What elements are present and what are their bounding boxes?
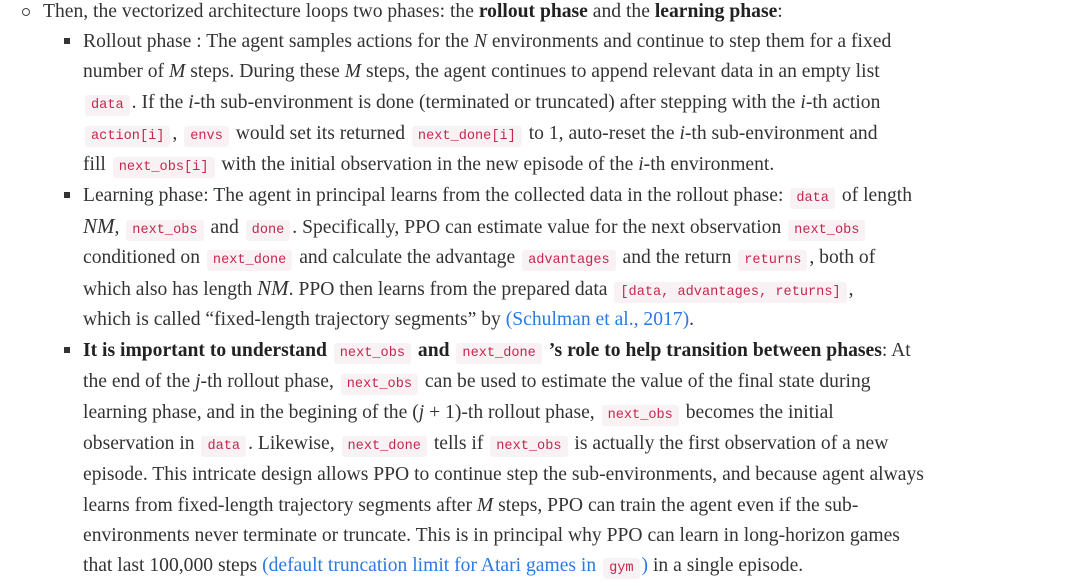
text: and calculate the advantage	[294, 247, 521, 268]
text: ,	[172, 123, 183, 144]
text: can be used to estimate the value of the final state during	[420, 371, 871, 392]
math-var: j	[195, 371, 201, 392]
text: episode. This intricate design allows PPO to continue step the sub-environments, and because agent always	[83, 464, 924, 485]
rollout-line-5	[83, 149, 774, 180]
text: with the initial observation in the new episode of the	[216, 154, 639, 175]
rollout-line-1	[83, 26, 891, 57]
text: , both of	[809, 247, 876, 268]
math-var: NM	[83, 214, 115, 238]
learning-line-1	[83, 180, 912, 211]
text: steps. During these	[185, 61, 345, 82]
inline-code: next_done	[207, 250, 292, 271]
inline-code: [data, advantages, returns]	[614, 282, 846, 303]
important-line-7	[83, 520, 900, 551]
square-bullet-icon	[64, 347, 70, 353]
text: of length	[836, 185, 913, 206]
inline-code: next_obs	[490, 436, 567, 457]
text: is actually the first observation of a new	[569, 433, 889, 454]
text: ,	[114, 217, 125, 238]
math-var: i	[638, 154, 644, 175]
text: -th action	[805, 92, 881, 113]
inline-code: data	[201, 436, 246, 457]
inline-code: next_obs	[341, 374, 418, 395]
text: -th rollout phase,	[461, 402, 600, 423]
text: . PPO then learns from the prepared data	[288, 279, 613, 300]
text: the end of the	[83, 371, 196, 392]
text: conditioned on	[83, 247, 205, 268]
math-expr: (	[412, 402, 419, 423]
text: environments and continue to step them for a fixed	[486, 31, 892, 52]
text: in a single episode.	[648, 555, 804, 576]
text: that last 100,000 steps	[83, 555, 263, 576]
rollout-line-4	[83, 118, 878, 149]
bold-text: It is important to understand	[83, 340, 332, 361]
text: ,	[848, 279, 854, 300]
text: environments never terminate or truncate. This is in principal why PPO can learn in long-horizon games	[83, 525, 900, 546]
bold-text-rollout-phase: rollout phase	[478, 1, 588, 22]
circle-bullet-icon	[22, 8, 30, 16]
inline-code: done	[246, 220, 291, 241]
inline-code: next_obs	[334, 343, 411, 364]
text: -th sub-environment is done (terminated or truncated) after stepping with the	[193, 92, 801, 113]
inline-code: envs	[184, 126, 229, 147]
text: Rollout phase : The agent samples actions for the	[83, 31, 474, 52]
citation-link[interactable]: (Schulman et al., 2017)	[505, 309, 690, 330]
math-var: j	[418, 402, 425, 423]
inline-code: next_done	[456, 343, 541, 364]
inline-code: next_obs	[126, 220, 203, 241]
text: :	[777, 1, 783, 22]
inline-code: data	[790, 188, 835, 209]
bold-text: ’s role to help transition between phases	[543, 340, 882, 361]
math-var: i	[679, 123, 685, 144]
inline-code: next_obs[i]	[113, 157, 215, 178]
text: would set its returned	[230, 123, 410, 144]
inline-code: advantages	[522, 250, 616, 271]
inline-code: next_obs	[602, 405, 679, 426]
important-line-5	[83, 459, 924, 490]
bold-text-learning-phase: learning phase	[654, 1, 778, 22]
square-bullet-icon	[64, 192, 70, 198]
math-var: M	[344, 61, 362, 82]
text: becomes the initial	[680, 402, 834, 423]
important-line-3	[83, 397, 834, 428]
important-line-1	[83, 335, 911, 366]
square-bullet-icon	[64, 38, 70, 44]
inline-code: action[i]	[85, 126, 170, 147]
text: : At	[881, 340, 911, 361]
text: and the return	[617, 247, 737, 268]
text: . Likewise,	[248, 433, 340, 454]
text: steps, the agent continues to append relevant data in an empty list	[361, 61, 880, 82]
text: -th sub-environment and	[684, 123, 878, 144]
text: steps, PPO can train the agent even if the sub-	[493, 495, 859, 516]
text: -th environment.	[643, 154, 775, 175]
important-line-6	[83, 490, 858, 521]
rollout-line-2	[83, 56, 880, 87]
truncation-limit-link-close[interactable]: )	[641, 555, 649, 576]
math-var: N	[473, 31, 487, 52]
important-line-4	[83, 428, 888, 459]
text: . Specifically, PPO can estimate value for the next observation	[292, 217, 787, 238]
truncation-limit-link[interactable]: (default truncation limit for Atari games in	[262, 555, 602, 576]
inline-code: next_done	[342, 436, 427, 457]
learning-line-5	[83, 304, 694, 335]
text: observation in	[83, 433, 200, 454]
important-line-8	[83, 550, 803, 581]
text: Learning phase: The agent in principal learns from the collected data in the rollout phase:	[83, 185, 789, 206]
text: which also has length	[83, 279, 258, 300]
text: Then, the vectorized architecture loops two phases: the	[43, 1, 479, 22]
math-var: i	[188, 92, 194, 113]
learning-line-3	[83, 242, 875, 273]
math-var: NM	[257, 276, 289, 300]
inline-code: gym	[603, 558, 639, 579]
text: fill	[83, 154, 111, 175]
text: tells if	[428, 433, 489, 454]
learning-line-2	[83, 211, 867, 242]
math-expr: + 1)	[424, 402, 462, 423]
inline-code: next_obs	[788, 220, 865, 241]
text: and	[205, 217, 244, 238]
inline-code: returns	[738, 250, 807, 271]
learning-line-4	[83, 273, 854, 304]
text: . If the	[131, 92, 189, 113]
math-var: i	[800, 92, 806, 113]
text: number of	[83, 61, 169, 82]
math-var: M	[168, 61, 186, 82]
text: learning phase, and in the begining of the	[83, 402, 413, 423]
inline-code: next_done[i]	[412, 126, 522, 147]
important-line-2	[83, 366, 871, 397]
rollout-line-3	[83, 87, 880, 118]
text: .	[689, 309, 695, 330]
math-var: M	[476, 495, 494, 516]
text: learns from fixed-length trajectory segments after	[83, 495, 477, 516]
text: and the	[587, 1, 655, 22]
bold-text: and	[413, 340, 455, 361]
text: to 1, auto-reset the	[523, 123, 680, 144]
text: which is called “fixed-length trajectory segments” by	[83, 309, 506, 330]
inline-code: data	[85, 95, 130, 116]
text: -th rollout phase,	[200, 371, 339, 392]
